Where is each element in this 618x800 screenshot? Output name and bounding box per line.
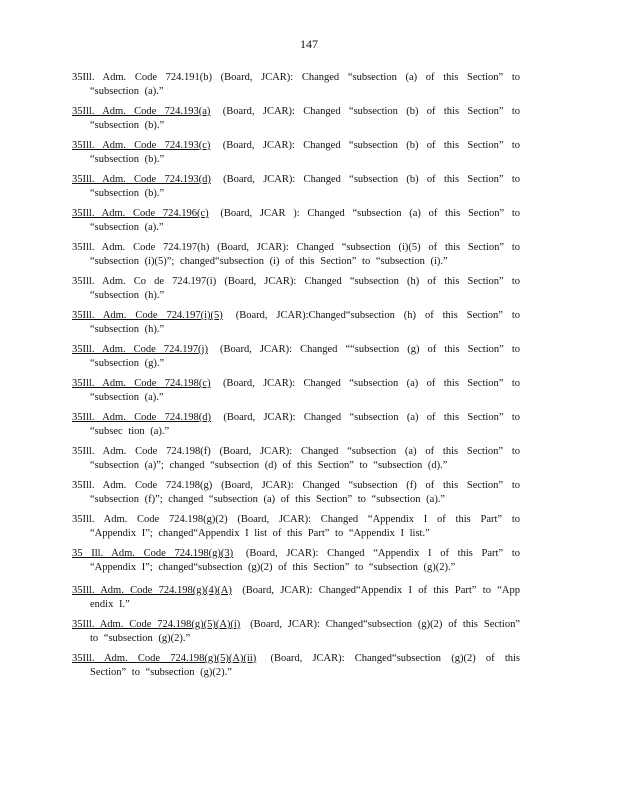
entry-description: (Board, JCAR): Changed ““subsection (g) of this Section” to “subsection (g).” [90,344,521,369]
amendment-entry [72,241,520,269]
entry-description: (Board, JCAR): Changed “subsection (b) of this Section” to “subsection (b).” [90,140,521,165]
entry-citation: 35Ill. Adm. Code 724.196(c) [72,208,209,219]
entry-description: (Board, JCAR): Changed “Appendix I of this Part” to “Appendix I”; changed“subsection (g)(2) of this Section” to “subsection (g)(2).” [90,548,521,573]
entry-description: (Board, JCAR): Changed “subsection (i)(5) of this Section” to “subsection (i)(5)”; changed“subsection (i) of this Section” to “subsection (i).” [90,242,520,267]
amendment-entry [72,652,520,680]
amendment-entry [72,71,520,99]
amendment-entry [72,139,520,167]
entry-description: (Board, JCAR): Changed “subsection (h) of this Section” to “subsection (h).” [90,276,520,301]
amendment-entry [72,105,520,133]
entry-description: (Board, JCAR): Changed “subsection (a) of this Section” to “subsection (a).” [90,378,520,403]
amendment-entry [72,618,520,646]
entry-citation: 35 Ill. Adm. Code 724.198(g)(3) [72,548,234,559]
entry-description: (Board, JCAR): Changed“subsection (g)(2) of this Section” to “subsection (g)(2).” [90,653,521,678]
entry-description: (Board, JCAR): Changed “Appendix I of this Part” to “Appendix I”; changed“Appendix I list of this Part” to “Appendix I list.” [90,514,521,539]
amendment-entry [72,445,520,473]
entry-citation: 35Ill. Adm. Code 724.198(f) [72,446,211,457]
amendment-entry [72,513,520,541]
entry-citation: 35Ill. Adm. Code 724.198(g)(5)(A)(i) [72,619,241,630]
amendment-entry [72,343,520,371]
entry-description: (Board, JCAR ): Changed “subsection (a) of this Section” to “subsection (a).” [90,208,521,233]
entry-citation: 35Ill. Adm. Code 724.198(d) [72,412,212,423]
entry-citation: 35Ill. Adm. Code 724.198(g)(5)(A)(ii) [72,653,257,664]
entry-description: (Board, JCAR): Changed “subsection (f) of this Section” to “subsection (f)”; changed “subsection (a) of this Section” to “subsection (a).” [90,480,520,505]
entry-citation: 35Ill. Adm. Code 724.198(c) [72,378,211,389]
entry-citation: 35Ill. Adm. Code 724.198(g) [72,480,213,491]
entry-citation: 35Ill. Adm. Code 724.191(b) [72,72,213,83]
amendment-entry [72,377,520,405]
entry-description: (Board, JCAR):Changed“subsection (h) of this Section” to “subsection (h).” [90,310,520,335]
amendment-entry [72,207,520,235]
entry-citation: 35Ill. Adm. Code 724.193(a) [72,106,211,117]
entry-description: (Board, JCAR): Changed “subsection (b) of this Section” to “subsection (b).” [90,106,521,131]
amendment-entry [72,547,520,575]
entry-citation: 35Ill. Adm. Co de 724.197(i) [72,276,217,287]
entry-citation: 35Ill. Adm. Code 724.198(g)(4)(A) [72,585,232,596]
entry-citation: 35Ill. Adm. Code 724.197(j) [72,344,208,355]
entry-description: (Board, JCAR): Changed “subsection (a) of this Section” to “subsec tion (a).” [90,412,521,437]
entry-list [72,71,520,686]
entry-description: (Board, JCAR): Changed “subsection (b) of this Section” to “subsection (b).” [90,174,520,199]
entry-citation: 35Ill. Adm. Code 724.193(c) [72,140,211,151]
amendment-entry [72,411,520,439]
entry-citation: 35Ill. Adm. Code 724.197(i)(5) [72,310,223,321]
entry-description: (Board, JCAR): Changed“Appendix I of this Part” to “App endix I.” [90,585,521,610]
entry-description: (Board, JCAR): Changed “subsection (a) of this Section” to “subsection (a)”; changed “subsection (d) of this Section” to “subsection (d).” [90,446,521,471]
entry-citation: 35Ill. Adm. Code 724.198(g)(2) [72,514,228,525]
entry-citation: 35Ill. Adm. Code 724.197(h) [72,242,210,253]
amendment-entry [72,309,520,337]
amendment-entry [72,275,520,303]
entry-description: (Board, JCAR): Changed“subsection (g)(2) of this Section” to “subsection (g)(2).” [90,619,521,644]
amendment-entry [72,584,520,612]
amendment-entry [72,173,520,201]
amendment-entry [72,479,520,507]
entry-citation: 35Ill. Adm. Code 724.193(d) [72,174,211,185]
page-number: 147 [300,37,318,51]
entry-description: (Board, JCAR): Changed “subsection (a) of this Section” to “subsection (a).” [90,72,520,97]
